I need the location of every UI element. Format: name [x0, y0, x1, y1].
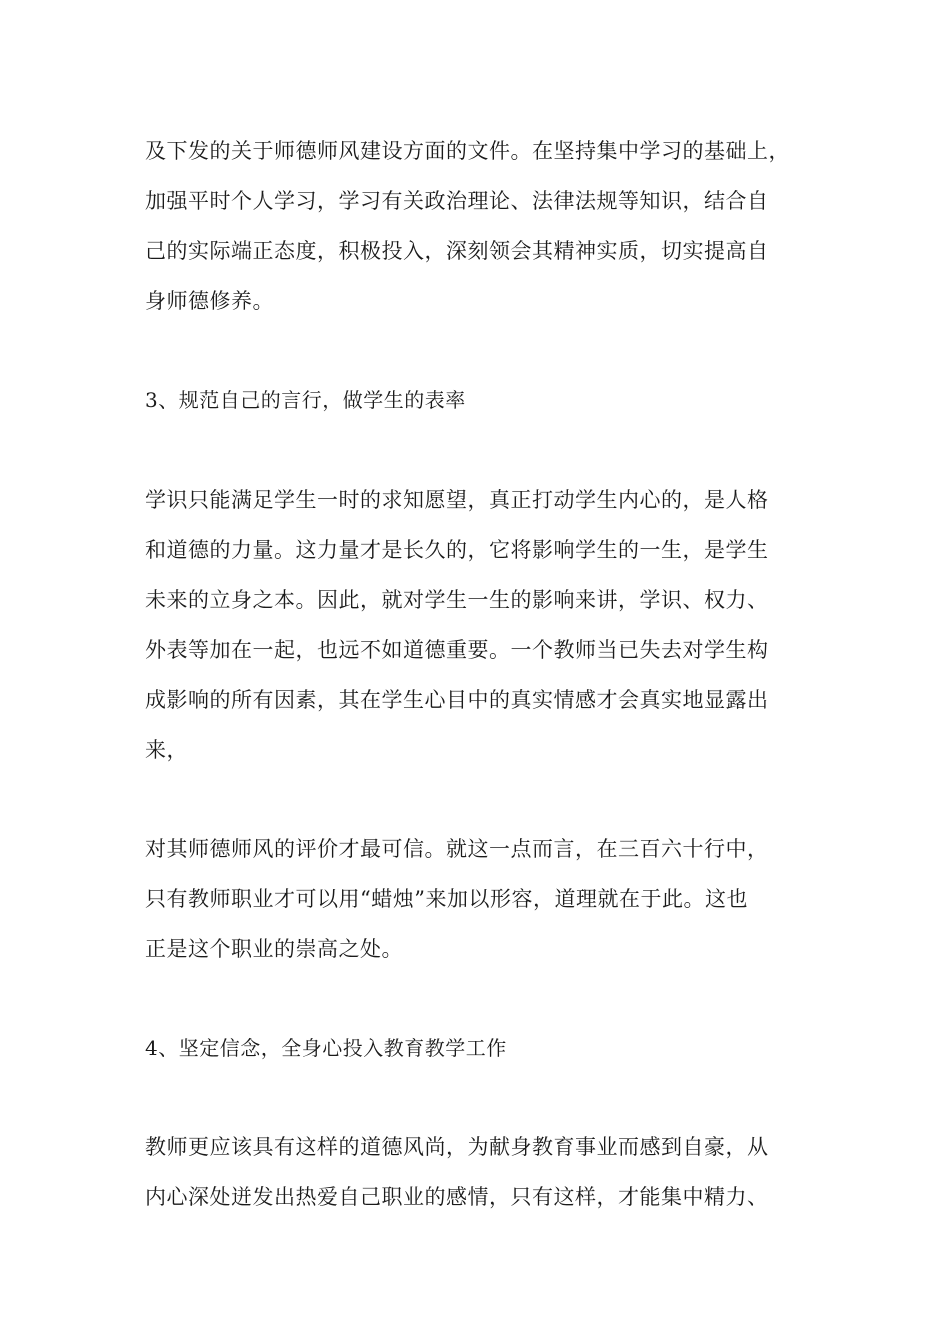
paragraph-line: 和道德的力量。这力量才是长久的，它将影响学生的一生，是学生	[145, 538, 769, 562]
paragraph-line: 正是这个职业的崇高之处。	[145, 937, 403, 961]
section-heading-3: 3、规范自己的言行，做学生的表率	[145, 388, 466, 412]
paragraph-line: 内心深处迸发出热爱自己职业的感情，只有这样，才能集中精力、	[145, 1185, 769, 1209]
paragraph-line: 未来的立身之本。因此，就对学生一生的影响来讲，学识、权力、	[145, 588, 769, 612]
paragraph-line: 学识只能满足学生一时的求知愿望，真正打动学生内心的，是人格	[145, 488, 769, 512]
paragraph-line: 教师更应该具有这样的道德风尚，为献身教育事业而感到自豪，从	[145, 1135, 769, 1159]
paragraph-line: 外表等加在一起，也远不如道德重要。一个教师当已失去对学生构	[145, 638, 769, 662]
paragraph-line: 对其师德师风的评价才最可信。就这一点而言，在三百六十行中，	[145, 837, 769, 861]
paragraph-line: 己的实际端正态度，积极投入，深刻领会其精神实质，切实提高自	[145, 239, 769, 263]
paragraph-line: 只有教师职业才可以用“蜡烛”来加以形容，道理就在于此。这也	[145, 887, 748, 911]
section-heading-4: 4、坚定信念，全身心投入教育教学工作	[145, 1036, 507, 1060]
paragraph-line: 及下发的关于师德师风建设方面的文件。在坚持集中学习的基础上，	[145, 139, 790, 163]
paragraph-line: 身师德修养。	[145, 289, 274, 313]
paragraph-line: 成影响的所有因素，其在学生心目中的真实情感才会真实地显露出	[145, 688, 769, 712]
paragraph-line: 加强平时个人学习，学习有关政治理论、法律法规等知识，结合自	[145, 189, 769, 213]
paragraph-line: 来，	[145, 738, 188, 762]
